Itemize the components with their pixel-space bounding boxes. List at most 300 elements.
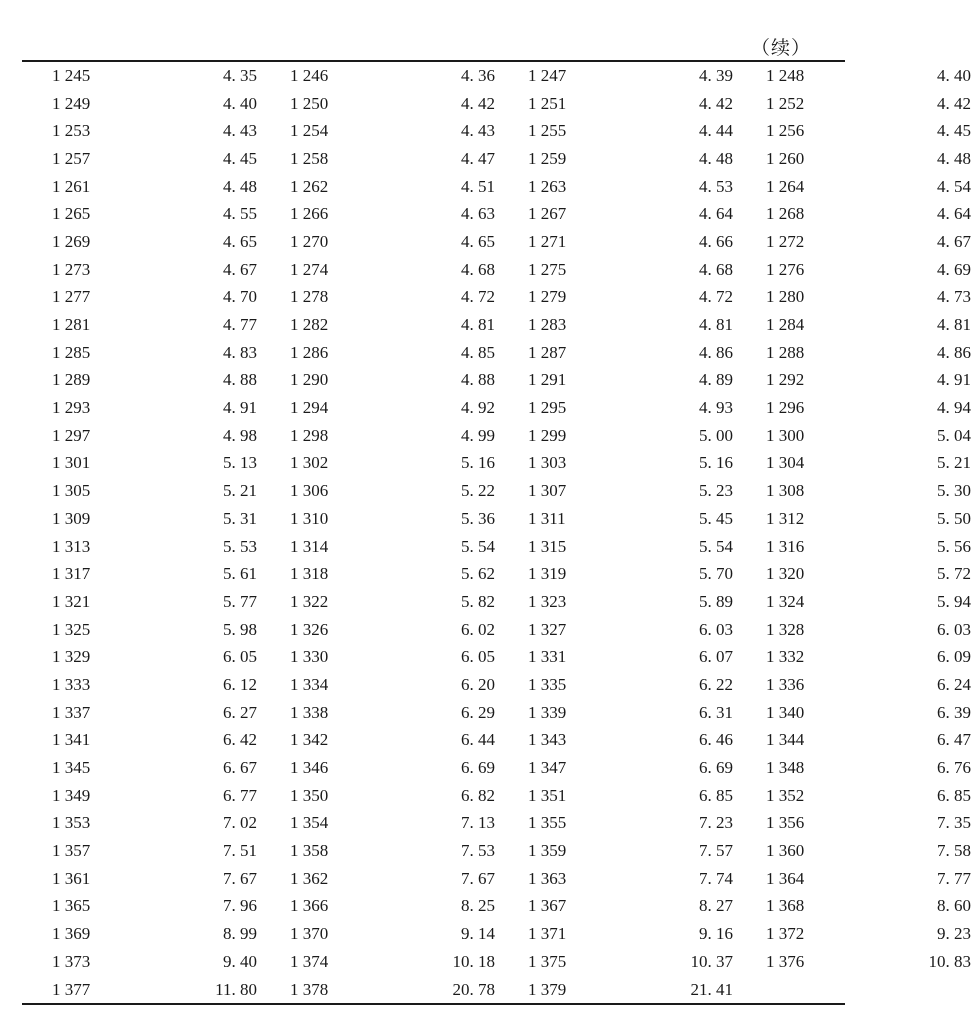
value-cell: 7. 35 [937, 813, 971, 833]
value-cell: 6. 67 [223, 758, 257, 778]
table-row [22, 893, 974, 921]
value-cell: 5. 16 [699, 453, 733, 473]
sample-number-cell: 1 333 [52, 674, 91, 694]
value-cell: 7. 96 [223, 896, 257, 916]
value-cell: 4. 66 [699, 231, 733, 251]
sample-number-cell: 1 356 [766, 813, 805, 833]
data-table [22, 62, 974, 1003]
value-cell: 4. 81 [461, 315, 495, 335]
sample-number-cell: 1 307 [528, 481, 567, 501]
value-cell: 4. 63 [461, 204, 495, 224]
value-cell: 5. 23 [699, 481, 733, 501]
sample-number-cell: 1 357 [52, 841, 91, 861]
table-row [22, 256, 974, 284]
value-cell: 6. 85 [937, 785, 971, 805]
value-cell: 20. 78 [452, 979, 495, 999]
value-cell: 4. 91 [223, 398, 257, 418]
value-cell: 4. 86 [699, 342, 733, 362]
value-cell: 5. 21 [223, 481, 257, 501]
sample-number-cell: 1 325 [52, 619, 91, 639]
sample-number-cell: 1 306 [290, 481, 329, 501]
value-cell: 6. 69 [461, 758, 495, 778]
sample-number-cell: 1 330 [290, 647, 329, 667]
value-cell: 5. 53 [223, 536, 257, 556]
sample-number-cell: 1 341 [52, 730, 91, 750]
sample-number-cell: 1 343 [528, 730, 567, 750]
value-cell: 7. 67 [223, 868, 257, 888]
value-cell: 5. 04 [937, 425, 971, 445]
sample-number-cell: 1 287 [528, 342, 567, 362]
value-cell: 21. 41 [690, 979, 733, 999]
value-cell: 4. 48 [937, 148, 971, 168]
value-cell: 4. 98 [223, 425, 257, 445]
sample-number-cell: 1 312 [766, 508, 805, 528]
sample-number-cell: 1 250 [290, 93, 329, 113]
value-cell: 4. 39 [699, 65, 733, 85]
sample-number-cell: 1 344 [766, 730, 805, 750]
sample-number-cell: 1 349 [52, 785, 91, 805]
value-cell: 4. 40 [223, 93, 257, 113]
sample-number-cell: 1 272 [766, 231, 805, 251]
sample-number-cell: 1 346 [290, 758, 329, 778]
value-cell: 6. 82 [461, 785, 495, 805]
sample-number-cell: 1 304 [766, 453, 805, 473]
sample-number-cell: 1 377 [52, 979, 91, 999]
value-cell: 4. 92 [461, 398, 495, 418]
sample-number-cell: 1 351 [528, 785, 567, 805]
value-cell: 6. 03 [699, 619, 733, 639]
value-cell: 4. 68 [699, 259, 733, 279]
value-cell: 5. 77 [223, 591, 257, 611]
table-body [22, 62, 974, 1003]
value-cell: 5. 45 [699, 508, 733, 528]
sample-number-cell: 1 283 [528, 315, 567, 335]
sample-number-cell: 1 302 [290, 453, 329, 473]
value-cell: 4. 44 [699, 121, 733, 141]
value-cell: 4. 45 [937, 121, 971, 141]
sample-number-cell: 1 284 [766, 315, 805, 335]
table-row [22, 145, 974, 173]
value-cell: 6. 05 [223, 647, 257, 667]
sample-number-cell: 1 315 [528, 536, 567, 556]
value-cell: 6. 31 [699, 702, 733, 722]
table-row [22, 920, 974, 948]
sample-number-cell: 1 267 [528, 204, 567, 224]
value-cell: 6. 46 [699, 730, 733, 750]
value-cell: 4. 94 [937, 398, 971, 418]
value-cell: 6. 27 [223, 702, 257, 722]
value-cell: 7. 02 [223, 813, 257, 833]
value-cell: 5. 22 [461, 481, 495, 501]
sample-number-cell: 1 311 [528, 508, 566, 528]
value-cell: 9. 23 [937, 924, 971, 944]
value-cell: 7. 77 [937, 868, 971, 888]
sample-number-cell: 1 256 [766, 121, 805, 141]
value-cell: 6. 07 [699, 647, 733, 667]
sample-number-cell: 1 362 [290, 868, 329, 888]
sample-number-cell: 1 347 [528, 758, 567, 778]
value-cell: 4. 47 [461, 148, 495, 168]
sample-number-cell: 1 249 [52, 93, 91, 113]
sample-number-cell: 1 360 [766, 841, 805, 861]
value-cell: 4. 48 [223, 176, 257, 196]
value-cell: 7. 53 [461, 841, 495, 861]
sample-number-cell: 1 295 [528, 398, 567, 418]
table-row [22, 90, 974, 118]
value-cell: 6. 05 [461, 647, 495, 667]
sample-number-cell: 1 318 [290, 564, 329, 584]
value-cell: 6. 03 [937, 619, 971, 639]
sample-number-cell: 1 326 [290, 619, 329, 639]
value-cell: 6. 69 [699, 758, 733, 778]
value-cell: 7. 74 [699, 868, 733, 888]
value-cell: 5. 72 [937, 564, 971, 584]
value-cell: 4. 53 [699, 176, 733, 196]
sample-number-cell: 1 305 [52, 481, 91, 501]
sample-number-cell: 1 251 [528, 93, 567, 113]
sample-number-cell: 1 292 [766, 370, 805, 390]
sample-number-cell: 1 372 [766, 924, 805, 944]
value-cell: 5. 61 [223, 564, 257, 584]
value-cell: 4. 88 [461, 370, 495, 390]
value-cell: 6. 76 [937, 758, 971, 778]
sample-number-cell: 1 261 [52, 176, 91, 196]
value-cell: 4. 72 [699, 287, 733, 307]
value-cell: 4. 67 [223, 259, 257, 279]
value-cell: 4. 67 [937, 231, 971, 251]
table-row [22, 643, 974, 671]
value-cell: 9. 14 [461, 924, 495, 944]
sample-number-cell: 1 247 [528, 65, 567, 85]
value-cell: 4. 69 [937, 259, 971, 279]
sample-number-cell: 1 266 [290, 204, 329, 224]
value-cell: 4. 51 [461, 176, 495, 196]
table-row [22, 727, 974, 755]
value-cell: 5. 00 [699, 425, 733, 445]
value-cell: 4. 43 [223, 121, 257, 141]
value-cell: 7. 57 [699, 841, 733, 861]
sample-number-cell: 1 300 [766, 425, 805, 445]
sample-number-cell: 1 323 [528, 591, 567, 611]
sample-number-cell: 1 253 [52, 121, 91, 141]
value-cell: 4. 81 [699, 315, 733, 335]
sample-number-cell: 1 293 [52, 398, 91, 418]
sample-number-cell: 1 268 [766, 204, 805, 224]
sample-number-cell: 1 255 [528, 121, 567, 141]
sample-number-cell: 1 354 [290, 813, 329, 833]
sample-number-cell: 1 328 [766, 619, 805, 639]
sample-number-cell: 1 277 [52, 287, 91, 307]
value-cell: 10. 37 [690, 951, 733, 971]
sample-number-cell: 1 334 [290, 674, 329, 694]
sample-number-cell: 1 281 [52, 315, 91, 335]
sample-number-cell: 1 298 [290, 425, 329, 445]
sample-number-cell: 1 324 [766, 591, 805, 611]
sample-number-cell: 1 291 [528, 370, 567, 390]
sample-number-cell: 1 314 [290, 536, 329, 556]
sample-number-cell: 1 368 [766, 896, 805, 916]
sample-number-cell: 1 257 [52, 148, 91, 168]
value-cell: 4. 64 [937, 204, 971, 224]
value-cell: 6. 85 [699, 785, 733, 805]
value-cell: 4. 86 [937, 342, 971, 362]
sample-number-cell: 1 340 [766, 702, 805, 722]
table-row [22, 616, 974, 644]
table-row [22, 976, 974, 1004]
value-cell: 4. 89 [699, 370, 733, 390]
table-row [22, 588, 974, 616]
value-cell: 4. 35 [223, 65, 257, 85]
sample-number-cell: 1 252 [766, 93, 805, 113]
value-cell: 4. 81 [937, 315, 971, 335]
table-row [22, 367, 974, 395]
value-cell: 6. 47 [937, 730, 971, 750]
value-cell: 10. 83 [928, 951, 971, 971]
sample-number-cell: 1 294 [290, 398, 329, 418]
sample-number-cell: 1 290 [290, 370, 329, 390]
value-cell: 9. 16 [699, 924, 733, 944]
value-cell: 5. 50 [937, 508, 971, 528]
value-cell: 6. 77 [223, 785, 257, 805]
table-row [22, 560, 974, 588]
sample-number-cell: 1 332 [766, 647, 805, 667]
table-row [22, 284, 974, 312]
value-cell: 4. 48 [699, 148, 733, 168]
value-cell: 6. 44 [461, 730, 495, 750]
table-row [22, 62, 974, 90]
sample-number-cell: 1 355 [528, 813, 567, 833]
table-row [22, 173, 974, 201]
sample-number-cell: 1 329 [52, 647, 91, 667]
value-cell: 4. 68 [461, 259, 495, 279]
sample-number-cell: 1 361 [52, 868, 91, 888]
sample-number-cell: 1 376 [766, 951, 805, 971]
sample-number-cell: 1 342 [290, 730, 329, 750]
value-cell: 4. 55 [223, 204, 257, 224]
value-cell: 4. 40 [937, 65, 971, 85]
value-cell: 4. 43 [461, 121, 495, 141]
table-row [22, 200, 974, 228]
value-cell: 6. 39 [937, 702, 971, 722]
sample-number-cell: 1 363 [528, 868, 567, 888]
bottom-rule [22, 1003, 845, 1005]
value-cell: 4. 91 [937, 370, 971, 390]
value-cell: 6. 42 [223, 730, 257, 750]
sample-number-cell: 1 280 [766, 287, 805, 307]
value-cell: 5. 30 [937, 481, 971, 501]
sample-number-cell: 1 276 [766, 259, 805, 279]
value-cell: 4. 93 [699, 398, 733, 418]
sample-number-cell: 1 317 [52, 564, 91, 584]
value-cell: 6. 09 [937, 647, 971, 667]
sample-number-cell: 1 371 [528, 924, 567, 944]
value-cell: 4. 65 [223, 231, 257, 251]
value-cell: 7. 58 [937, 841, 971, 861]
sample-number-cell: 1 352 [766, 785, 805, 805]
sample-number-cell: 1 265 [52, 204, 91, 224]
table-row [22, 339, 974, 367]
sample-number-cell: 1 379 [528, 979, 567, 999]
table-row [22, 671, 974, 699]
value-cell: 5. 54 [461, 536, 495, 556]
sample-number-cell: 1 370 [290, 924, 329, 944]
table-row [22, 782, 974, 810]
value-cell: 5. 36 [461, 508, 495, 528]
value-cell: 5. 94 [937, 591, 971, 611]
table-row [22, 394, 974, 422]
value-cell: 4. 88 [223, 370, 257, 390]
sample-number-cell: 1 338 [290, 702, 329, 722]
table-row [22, 117, 974, 145]
sample-number-cell: 1 269 [52, 231, 91, 251]
sample-number-cell: 1 310 [290, 508, 329, 528]
sample-number-cell: 1 309 [52, 508, 91, 528]
value-cell: 5. 54 [699, 536, 733, 556]
value-cell: 4. 42 [699, 93, 733, 113]
sample-number-cell: 1 270 [290, 231, 329, 251]
sample-number-cell: 1 345 [52, 758, 91, 778]
value-cell: 4. 42 [461, 93, 495, 113]
value-cell: 5. 21 [937, 453, 971, 473]
sample-number-cell: 1 327 [528, 619, 567, 639]
value-cell: 4. 77 [223, 315, 257, 335]
table-row [22, 754, 974, 782]
sample-number-cell: 1 378 [290, 979, 329, 999]
sample-number-cell: 1 308 [766, 481, 805, 501]
sample-number-cell: 1 299 [528, 425, 567, 445]
sample-number-cell: 1 279 [528, 287, 567, 307]
value-cell: 8. 60 [937, 896, 971, 916]
value-cell: 7. 23 [699, 813, 733, 833]
value-cell: 6. 02 [461, 619, 495, 639]
value-cell: 6. 22 [699, 674, 733, 694]
value-cell: 4. 54 [937, 176, 971, 196]
sample-number-cell: 1 350 [290, 785, 329, 805]
table-row [22, 228, 974, 256]
sample-number-cell: 1 286 [290, 342, 329, 362]
sample-number-cell: 1 367 [528, 896, 567, 916]
sample-number-cell: 1 331 [528, 647, 567, 667]
table-row [22, 477, 974, 505]
table-row [22, 865, 974, 893]
value-cell: 5. 62 [461, 564, 495, 584]
sample-number-cell: 1 254 [290, 121, 329, 141]
value-cell: 7. 67 [461, 868, 495, 888]
value-cell: 4. 65 [461, 231, 495, 251]
sample-number-cell [736, 976, 901, 1004]
value-cell: 4. 73 [937, 287, 971, 307]
sample-number-cell: 1 366 [290, 896, 329, 916]
table-row [22, 837, 974, 865]
value-cell: 5. 82 [461, 591, 495, 611]
sample-number-cell: 1 288 [766, 342, 805, 362]
sample-number-cell: 1 275 [528, 259, 567, 279]
value-cell: 6. 20 [461, 674, 495, 694]
table-row [22, 948, 974, 976]
table-row [22, 505, 974, 533]
sample-number-cell: 1 316 [766, 536, 805, 556]
sample-number-cell: 1 320 [766, 564, 805, 584]
table-row [22, 422, 974, 450]
value-cell: 5. 70 [699, 564, 733, 584]
sample-number-cell: 1 369 [52, 924, 91, 944]
table-row [22, 699, 974, 727]
sample-number-cell: 1 274 [290, 259, 329, 279]
table-row [22, 450, 974, 478]
value-cell: 4. 42 [937, 93, 971, 113]
value-cell: 10. 18 [452, 951, 495, 971]
value-cell: 8. 99 [223, 924, 257, 944]
sample-number-cell: 1 246 [290, 65, 329, 85]
sample-number-cell: 1 260 [766, 148, 805, 168]
sample-number-cell: 1 364 [766, 868, 805, 888]
sample-number-cell: 1 359 [528, 841, 567, 861]
table-row [22, 311, 974, 339]
value-cell: 5. 56 [937, 536, 971, 556]
sample-number-cell: 1 263 [528, 176, 567, 196]
sample-number-cell: 1 301 [52, 453, 91, 473]
value-cell: 4. 99 [461, 425, 495, 445]
sample-number-cell: 1 348 [766, 758, 805, 778]
value-cell: 9. 40 [223, 951, 257, 971]
sample-number-cell: 1 375 [528, 951, 567, 971]
sample-number-cell: 1 271 [528, 231, 567, 251]
value-cell: 8. 25 [461, 896, 495, 916]
value-cell: 4. 45 [223, 148, 257, 168]
table-row [22, 810, 974, 838]
value-cell: 5. 16 [461, 453, 495, 473]
value-cell: 5. 13 [223, 453, 257, 473]
value-cell: 5. 98 [223, 619, 257, 639]
sample-number-cell: 1 289 [52, 370, 91, 390]
sample-number-cell: 1 245 [52, 65, 91, 85]
value-cell: 4. 70 [223, 287, 257, 307]
sample-number-cell: 1 322 [290, 591, 329, 611]
sample-number-cell: 1 319 [528, 564, 567, 584]
sample-number-cell: 1 248 [766, 65, 805, 85]
sample-number-cell: 1 264 [766, 176, 805, 196]
value-cell: 8. 27 [699, 896, 733, 916]
sample-number-cell: 1 374 [290, 951, 329, 971]
sample-number-cell: 1 282 [290, 315, 329, 335]
sample-number-cell: 1 259 [528, 148, 567, 168]
value-cell: 7. 51 [223, 841, 257, 861]
value-cell: 6. 12 [223, 674, 257, 694]
value-cell: 6. 24 [937, 674, 971, 694]
value-cell: 6. 29 [461, 702, 495, 722]
sample-number-cell: 1 297 [52, 425, 91, 445]
value-cell [901, 976, 974, 1004]
sample-number-cell: 1 358 [290, 841, 329, 861]
sample-number-cell: 1 339 [528, 702, 567, 722]
value-cell: 4. 85 [461, 342, 495, 362]
value-cell: 4. 72 [461, 287, 495, 307]
sample-number-cell: 1 296 [766, 398, 805, 418]
table-row [22, 533, 974, 561]
sample-number-cell: 1 335 [528, 674, 567, 694]
value-cell: 11. 80 [215, 979, 257, 999]
sample-number-cell: 1 353 [52, 813, 91, 833]
sample-number-cell: 1 337 [52, 702, 91, 722]
value-cell: 5. 89 [699, 591, 733, 611]
sample-number-cell: 1 373 [52, 951, 91, 971]
sample-number-cell: 1 321 [52, 591, 91, 611]
sample-number-cell: 1 278 [290, 287, 329, 307]
sample-number-cell: 1 262 [290, 176, 329, 196]
value-cell: 5. 31 [223, 508, 257, 528]
sample-number-cell: 1 285 [52, 342, 91, 362]
sample-number-cell: 1 303 [528, 453, 567, 473]
